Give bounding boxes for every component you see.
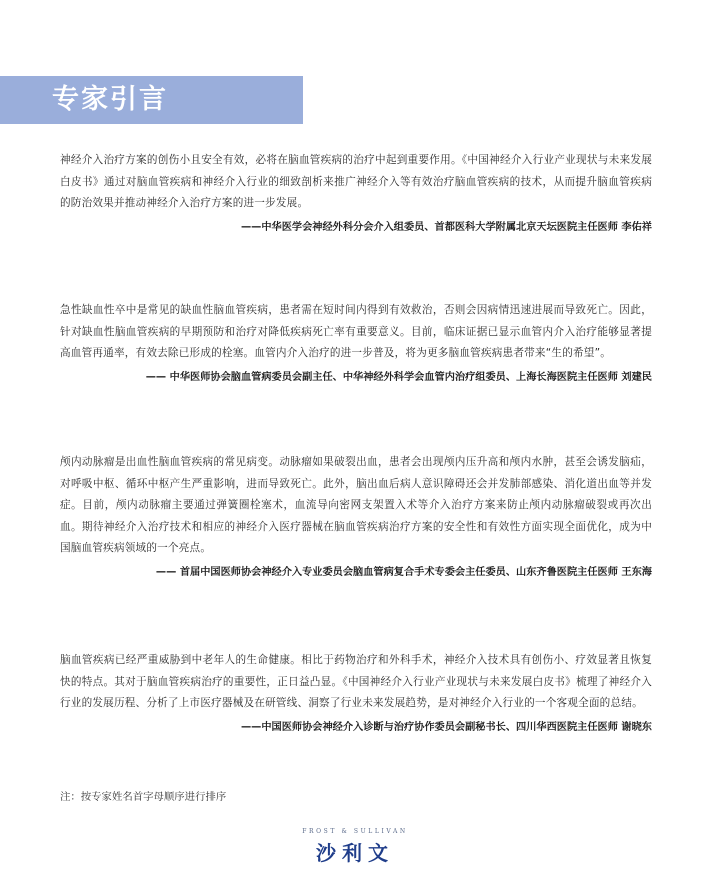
frost-sullivan-logo — [0, 828, 710, 866]
quote-text: 脑血管疾病已经严重威胁到中老年人的生命健康。相比于药物治疗和外科手术，神经介入技术具有创伤小、疗效显著且恢复快的特点。其对于脑血管疾病治疗的重要性，正日益凸显。《中国神经介入行业产业现状与未来发展白皮书》梳理了神经介入行业的发展历程、分析了上市医疗器械及在研管线、洞察了行业未来发展趋势，是对神经介入行业的一个客观全面的总结。 — [60, 654, 652, 709]
section-title-bar — [0, 76, 303, 124]
quote-author: ——中国医师协会神经介入诊断与治疗协作委员会副秘书长、四川华西医院主任医师 谢晓东 — [240, 721, 652, 733]
quote-text: 颅内动脉瘤是出血性脑血管疾病的常见病变。动脉瘤如果破裂出血，患者会出现颅内压升高和颅内水肿，甚至会诱发脑疝，对呼吸中枢、循环中枢产生严重影响，进而导致死亡。此外，脑出血后病人意识障碍还会并发肺部感染、消化道出血等并发症。目前，颅内动脉瘤主要通过弹簧圈栓塞术，血流导向密网支架置入术等介入治疗方案来防止颅内动脉瘤破裂或再次出血。期待神经介入治疗技术和相应的神经介入医疗器械在脑血管疾病治疗方案的安全性和有效性方面实现全面优化，成为中国脑血管疾病领域的一个亮点。 — [60, 456, 652, 554]
quote-block-4 — [60, 650, 652, 738]
quote-text: 神经介入治疗方案的创伤小且安全有效，必将在脑血管疾病的治疗中起到重要作用。《中国神经介入行业产业现状与未来发展白皮书》通过对脑血管疾病和神经介入行业的细致剖析来推广神经介入等有效治疗脑血管疾病的技术，从而提升脑血管疾病的防治效果并推动神经介入治疗方案的进一步发展。 — [60, 154, 652, 209]
quote-author: —— 中华医师协会脑血管病委员会副主任、中华神经外科学会血管内治疗组委员、上海长海医院主任医师 刘建民 — [145, 371, 652, 383]
logo-title: 沙利文 — [316, 841, 394, 865]
quote-block-3 — [60, 452, 652, 583]
page-title: 专家引言 — [52, 84, 168, 115]
quote-text: 急性缺血性卒中是常见的缺血性脑血管疾病，患者需在短时间内得到有效救治，否则会因病情迅速进展而导致死亡。因此，针对缺血性脑血管疾病的早期预防和治疗对降低疾病死亡率有重要意义。目前，临床证据已显示血管内介入治疗能够显著提高血管再通率，有效去除已形成的栓塞。血管内介入治疗的进一步普及，将为更多脑血管疾病患者带来“生的希望”。 — [60, 304, 652, 359]
quote-block-2 — [60, 300, 652, 388]
quote-block-1 — [60, 150, 652, 238]
quote-author: ——中华医学会神经外科分会介入组委员、首都医科大学附属北京天坛医院主任医师 李佑祥 — [240, 221, 652, 233]
logo-subtitle: FROST & SULLIVAN — [302, 828, 408, 835]
sort-note: 注：按专家姓名首字母顺序进行排序 — [60, 791, 227, 803]
quote-author: —— 首届中国医师协会神经介入专业委员会脑血管病复合手术专委会主任委员、山东齐鲁医院主任医师 王东海 — [155, 566, 652, 578]
